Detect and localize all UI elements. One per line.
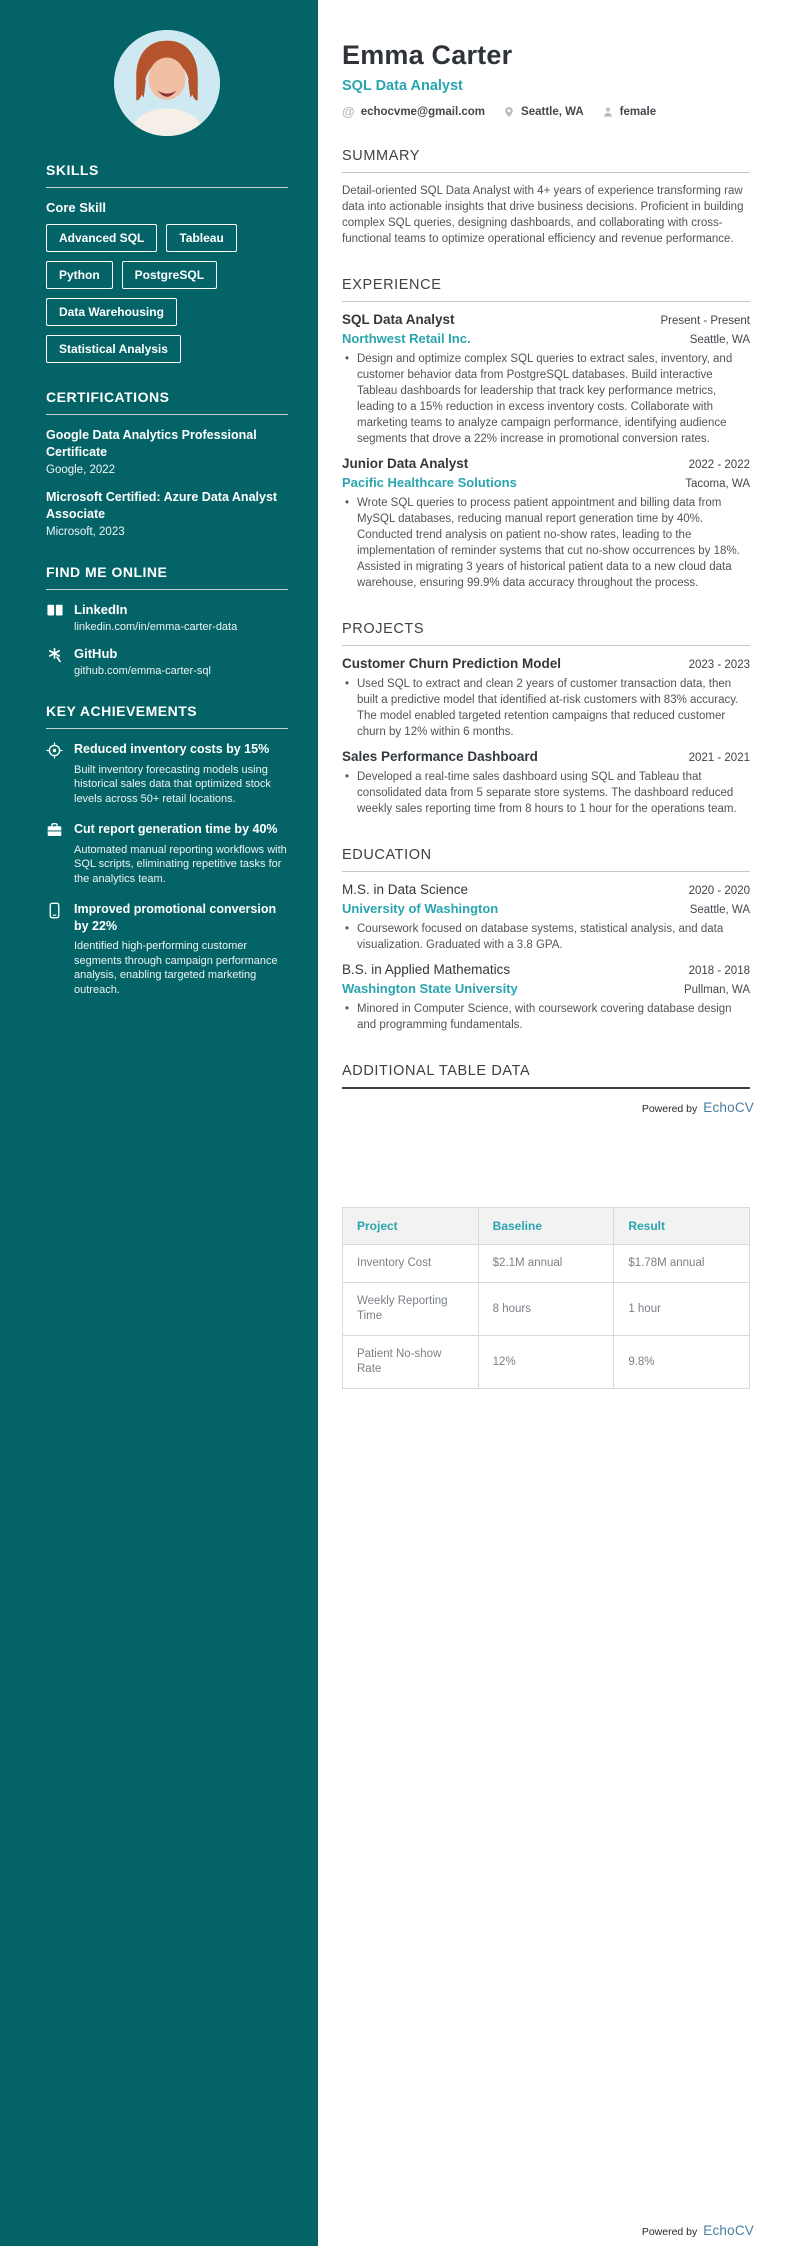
contact-row [342,105,750,118]
link-label: GitHub [74,646,118,661]
school-name[interactable]: Washington State University [342,981,518,996]
certification-item [46,427,288,476]
achievement-text [74,821,288,886]
experience-section [342,277,750,591]
certification-title: Google Data Analytics Professional Certificate [46,428,257,459]
skills-group-label: Core Skill [46,200,106,215]
education-dates: 2018 - 2018 [688,965,750,977]
linkedin-link[interactable] [46,602,288,633]
table-cell: Patient No-show Rate [343,1336,479,1389]
achievement-title: Cut report generation time by 40% [74,822,278,836]
skill-chip-list [46,224,288,363]
resume-page-2 [0,1123,794,2246]
skill-chip: Tableau [166,224,236,252]
link-text [74,646,211,677]
certification-title: Microsoft Certified: Azure Data Analyst Associate [46,490,278,521]
certification-issuer: Microsoft, 2023 [46,526,125,538]
achievement-description: Identified high-performing customer segments through campaign performance analysis, enabling targeted marketing outreach. [74,940,278,996]
skills-heading: SKILLS [46,162,288,188]
project-title: Customer Churn Prediction Model [342,656,562,671]
education-entry [342,882,750,953]
project-description: Developed a real-time sales dashboard using SQL and Tableau that consolidated data from 5 separate store systems. The dashboard reduced weekly sales reporting time from 8 hours to 1 hour for the operations team. [357,771,737,815]
skill-chip: Python [46,261,113,289]
job-description: Wrote SQL queries to process patient appointment and billing data from MySQL databases, reducing manual report generation time by 40%. Conducted trend analysis on patient no-show rates, leading to the implementation of reminder systems that cut no-show occurrences by 18%. Assisted in migrating 3 years of historical patient data to a new cloud data warehouse, ensuring 99.9% data accuracy throughout the process. [357,497,740,589]
job-description: Design and optimize complex SQL queries to extract sales, inventory, and customer behavior data from PostgreSQL databases. Build interactive Tableau dashboards for leadership that track key performance metrics, leading to a 15% reduction in excess inventory costs. Collaborate with marketing teams to analyze campaign performance, identifying audience segments that drove a 22% increase in promotional conversion rates. [357,353,733,445]
avatar [114,30,220,136]
sidebar [0,0,318,1123]
echocv-brand-link[interactable]: EchoCV [703,1100,754,1115]
echocv-brand-link[interactable]: EchoCV [703,2223,754,2238]
achievement-item [46,821,288,886]
achievement-title: Reduced inventory costs by 15% [74,742,270,756]
school-name[interactable]: University of Washington [342,901,499,916]
gender-text: female [619,105,657,118]
find-me-online-section [46,564,288,677]
key-achievements-heading: KEY ACHIEVEMENTS [46,703,288,729]
achievement-description: Automated manual reporting workflows with SQL scripts, eliminating repetitive tasks for the analytics team. [74,843,287,885]
briefcase-icon [46,822,64,844]
job-dates: 2022 - 2022 [688,459,750,471]
link-url: linkedin.com/in/emma-carter-data [74,621,238,633]
table-row [343,1283,750,1336]
skill-chip: Advanced SQL [46,224,157,252]
bullet-marker: • [345,923,350,935]
job-location: Tacoma, WA [685,478,750,490]
column-header: Project [343,1208,479,1245]
projects-heading: PROJECTS [342,621,750,646]
job-title: Junior Data Analyst [342,456,469,471]
candidate-name: Emma Carter [342,40,513,70]
table-cell: 12% [478,1336,614,1389]
job-company[interactable]: Pacific Healthcare Solutions [342,475,517,490]
education-description: Coursework focused on database systems, statistical analysis, and data visualization. Graduated with a 3.8 GPA. [357,923,724,951]
email-text: echocvme@gmail.com [360,105,486,118]
table-row [343,1336,750,1389]
key-achievements-section [46,703,288,997]
sidebar-continued [0,1123,318,2246]
bullet-marker: • [345,771,350,783]
certification-issuer: Google, 2022 [46,464,116,476]
powered-by-label: Powered by [641,1103,698,1115]
column-header: Result [614,1208,750,1245]
achievement-description: Built inventory forecasting models using historical sales data that optimized stock levels across 50+ retail locations. [74,763,271,805]
github-icon [46,647,64,669]
additional-data-table [342,1207,750,1389]
certifications-section [46,389,288,538]
find-me-online-heading: FIND ME ONLINE [46,564,288,590]
table-header-row [343,1208,750,1245]
main-content [318,0,794,1123]
experience-entry [342,312,750,447]
contact-gender [602,106,656,118]
bullet-marker: • [345,497,350,509]
table-cell: $1.78M annual [614,1245,750,1283]
avatar-photo-icon [114,30,220,136]
additional-table-section [342,1063,750,1089]
achievement-title: Improved promotional conversion by 22% [74,902,277,933]
job-dates: Present - Present [660,315,750,327]
github-link[interactable] [46,646,288,677]
link-text [74,602,237,633]
additional-table-heading: ADDITIONAL TABLE DATA [342,1063,750,1089]
project-description: Used SQL to extract and clean 2 years of customer transaction data, then built a predictive model that identified at-risk customers with 83% accuracy. The model enabled targeted retention campaigns that reduced customer churn by 12% within 6 months. [357,678,739,738]
job-location: Seattle, WA [689,334,750,346]
link-label: LinkedIn [74,602,128,617]
education-entry [342,962,750,1033]
achievement-item [46,741,288,806]
project-dates: 2021 - 2021 [688,752,750,764]
contact-location [503,106,584,118]
main-content-page-2 [318,1123,794,2246]
job-title: SQL Data Analyst [342,312,455,327]
bullet-marker: • [345,353,350,365]
job-company[interactable]: Northwest Retail Inc. [342,331,471,346]
skill-chip: Statistical Analysis [46,335,181,363]
link-url: github.com/emma-carter-sql [74,665,211,677]
table-cell: 8 hours [478,1283,614,1336]
location-text: Seattle, WA [521,105,584,118]
skill-chip: PostgreSQL [122,261,217,289]
page-footer [642,2223,754,2238]
table-cell: $2.1M annual [478,1245,614,1283]
table-cell: 1 hour [614,1283,750,1336]
table-cell: Weekly Reporting Time [343,1283,479,1336]
degree-title: B.S. in Applied Mathematics [342,962,511,977]
column-header: Baseline [478,1208,614,1245]
bullet-marker: • [345,678,350,690]
project-dates: 2023 - 2023 [688,659,750,671]
education-section [342,847,750,1033]
achievement-item [46,901,288,997]
target-icon [46,742,64,764]
certification-item [46,489,288,538]
school-location: Seattle, WA [689,904,750,916]
contact-email[interactable] [342,105,485,118]
experience-entry [342,456,750,591]
summary-heading: SUMMARY [342,148,750,173]
person-icon [602,106,614,118]
degree-title: M.S. in Data Science [342,882,469,897]
candidate-title: SQL Data Analyst [342,78,463,94]
project-title: Sales Performance Dashboard [342,749,538,764]
summary-section [342,148,750,247]
phone-icon [46,902,64,924]
at-icon: @ [342,104,355,119]
powered-by-label: Powered by [641,2226,698,2238]
table-cell: 9.8% [614,1336,750,1389]
education-dates: 2020 - 2020 [688,885,750,897]
skill-chip: Data Warehousing [46,298,177,326]
bullet-marker: • [345,1003,350,1015]
summary-text: Detail-oriented SQL Data Analyst with 4+ years of experience transforming raw data into actionable insights that drive business decisions. Proficient in building complex SQL queries, designing dashboards, and collaborating with cross-functional teams to optimize operational efficiency and revenue performance. [342,185,744,245]
project-entry [342,749,750,817]
table-row [343,1245,750,1283]
achievement-text [74,901,288,997]
project-entry [342,656,750,740]
location-pin-icon [503,106,515,118]
skills-section [46,162,288,363]
education-heading: EDUCATION [342,847,750,872]
education-description: Minored in Computer Science, with coursework covering database design and programming fundamentals. [357,1003,732,1031]
table-cell: Inventory Cost [343,1245,479,1283]
projects-section [342,621,750,817]
certifications-heading: CERTIFICATIONS [46,389,288,415]
page-footer [642,1100,754,1115]
achievement-text [74,741,288,806]
experience-heading: EXPERIENCE [342,277,750,302]
linkedin-icon [46,603,64,624]
school-location: Pullman, WA [683,984,750,996]
